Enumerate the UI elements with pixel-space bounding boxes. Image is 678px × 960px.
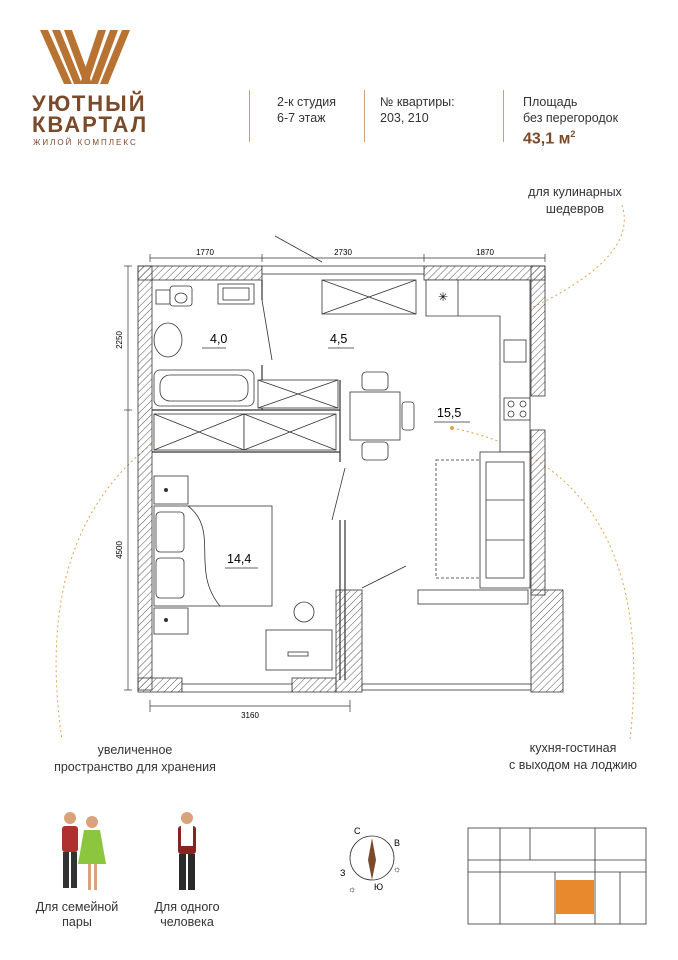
- note-storage-line1: увеличенное: [97, 743, 173, 757]
- brand-name-line1: УЮТНЫЙ: [32, 91, 147, 116]
- bathroom-fixtures: [154, 284, 254, 406]
- room-bath-area: 4,0: [210, 332, 228, 346]
- single-person-icon: [170, 808, 204, 896]
- sun-icon: ☼: [348, 884, 357, 894]
- dim-top1: 1770: [196, 248, 214, 257]
- note-storage-line2: пространство для хранения: [54, 760, 216, 774]
- single-line1: Для одного: [154, 900, 220, 914]
- area-unit-sup: 2: [570, 129, 576, 139]
- compass: [340, 826, 401, 894]
- compass-needle: [368, 838, 376, 880]
- sun-icon: ☼: [393, 864, 402, 874]
- sink-icon: [156, 290, 170, 304]
- couple-icon: [52, 808, 112, 896]
- note-culinary-line1: для кулинарных: [528, 185, 622, 199]
- brand-subtitle: ЖИЛОЙ КОМПЛЕКС: [33, 138, 138, 147]
- nightstand: [154, 608, 188, 634]
- room-bed-area: 14,4: [227, 552, 252, 566]
- brand-name-line2: КВАРТАЛ: [32, 112, 149, 137]
- dim-bottom: 3160: [241, 711, 259, 720]
- room-hall-area: 4,5: [330, 332, 348, 346]
- note-kitchen-line1: кухня-гостиная: [529, 741, 617, 755]
- stove-icon: [504, 398, 530, 420]
- apartment-highlight: [556, 880, 594, 914]
- sink-icon: [504, 340, 526, 362]
- couple-line1: Для семейной: [35, 900, 119, 914]
- type-line2: 6-7 этаж: [277, 111, 326, 125]
- dining-table: [350, 372, 414, 460]
- compass-north: С: [354, 826, 361, 836]
- dim-top2: 2730: [334, 248, 352, 257]
- lamp-icon: [164, 618, 168, 622]
- dim-left2: 4500: [115, 541, 124, 559]
- compass-south: Ю: [374, 882, 384, 892]
- compass-east: В: [394, 838, 401, 848]
- bedroom-furniture: [154, 476, 332, 670]
- couple-caption: [22, 900, 132, 930]
- apt-numbers: 203, 210: [380, 111, 429, 125]
- callout-dot: [450, 426, 454, 430]
- single-caption: [140, 900, 234, 930]
- tv-stand: [418, 590, 528, 604]
- note-kitchen-line2: с выходом на лоджию: [509, 758, 637, 772]
- washbasin-icon: [154, 323, 182, 357]
- note-culinary-line2: шедевров: [545, 202, 605, 216]
- desk: [266, 630, 332, 670]
- compass-west: З: [340, 868, 346, 878]
- dim-top3: 1870: [476, 248, 494, 257]
- single-line2: человека: [160, 915, 214, 929]
- kitchen: [426, 280, 530, 452]
- room-living-area: 15,5: [437, 406, 462, 420]
- office-chair: [294, 602, 314, 622]
- area-label1: Площадь: [523, 95, 578, 109]
- lamp-icon: [164, 488, 168, 492]
- sofa: [436, 452, 530, 588]
- area-label2: без перегородок: [523, 111, 619, 125]
- dim-left1: 2250: [115, 331, 124, 349]
- couple-line2: пары: [62, 915, 92, 929]
- snowflake-icon: ✳: [437, 290, 449, 304]
- type-line1: 2-к студия: [277, 95, 337, 109]
- area-value: 43,1 м: [523, 130, 571, 148]
- nightstand: [154, 476, 188, 504]
- apt-label: № квартиры:: [380, 95, 455, 109]
